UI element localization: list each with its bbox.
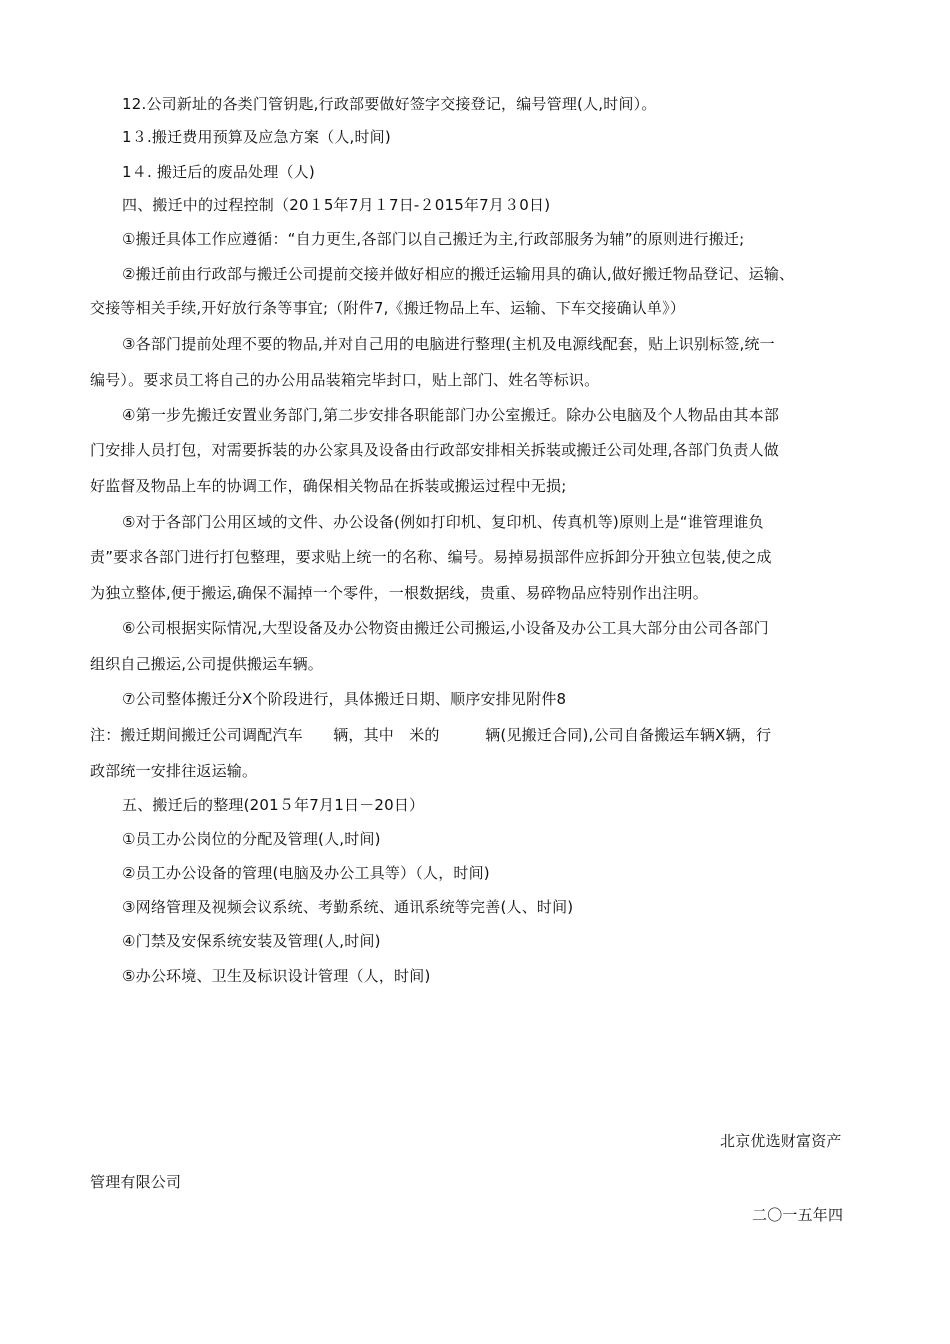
section-5-point-1: ①员工办公岗位的分配及管理(人,时间) [122,830,381,848]
signature-date: 二〇一五年四 [752,1206,844,1224]
item-13-budget-contingency: 1３.搬迁费用预算及应急方案（人,时间) [122,128,391,146]
section-4-point-4-line-1: ④第一步先搬迁安置业务部门,第二步安排各职能部门办公室搬迁。除办公电脑及个人物品由其本部 [122,406,780,424]
section-4-point-5-line-2: 责”要求各部门进行打包整理，要求贴上统一的名称、编号。易掉易损部件应拆卸分开独立包装,使之成 [90,548,772,566]
item-12-keys-handover: 12.公司新址的各类门管钥匙,行政部要做好签字交接登记，编号管理(人,时间）。 [122,95,657,113]
section-4-point-6-line-1: ⑥公司根据实际情况,大型设备及办公物资由搬迁公司搬运,小设备及办公工具大部分由公司各部门 [122,619,769,637]
section-5-point-3: ③网络管理及视频会议系统、考勤系统、通讯系统等完善(人、时间) [122,898,574,916]
section-4-point-3-line-2: 编号）。要求员工将自己的办公用品装箱完毕封口，贴上部门、姓名等标识。 [90,371,600,389]
section-4-heading: 四、搬迁中的过程控制（20１5年7月１7日-２015年7月３0日) [122,196,551,214]
section-4-point-4-line-3: 好监督及物品上车的协调工作，确保相关物品在拆装或搬运过程中无损; [90,477,567,495]
section-4-point-6-line-2: 组织自己搬运,公司提供搬运车辆。 [90,655,323,673]
note-line-2: 政部统一安排往返运输。 [90,762,258,780]
section-4-point-1: ①搬迁具体工作应遵循：“自力更生,各部门以自己搬迁为主,行政部服务为辅”的原则进行搬迁; [122,230,745,248]
section-4-point-5-line-1: ⑤对于各部门公用区域的文件、办公设备(例如打印机、复印机、传真机等)原则上是“谁管理谁负 [122,513,764,531]
section-4-point-7: ⑦公司整体搬迁分X个阶段进行，具体搬迁日期、顺序安排见附件8 [122,690,567,708]
section-5-point-4: ④门禁及安保系统安装及管理(人,时间) [122,932,381,950]
section-5-point-2: ②员工办公设备的管理(电脑及办公工具等）（人，时间) [122,864,490,882]
section-4-point-4-line-2: 门安排人员打包，对需要拆装的办公家具及设备由行政部安排相关拆装或搬迁公司处理,各部门负责人做 [90,441,779,459]
section-5-heading: 五、搬迁后的整理(201５年7月1日－20日） [122,796,425,814]
signature-company-part-2: 管理有限公司 [90,1173,182,1191]
item-14-waste-disposal: 1４. 搬迁后的废品处理（人) [122,163,315,181]
note-line-1: 注：搬迁期间搬迁公司调配汽车 辆，其中 米的 辆(见搬迁合同),公司自备搬运车辆X辆，行 [90,726,772,744]
section-4-point-2-line-2: 交接等相关手续,开好放行条等事宜;（附件7,《搬迁物品上车、运输、下车交接确认单》） [90,299,686,317]
section-5-point-5: ⑤办公环境、卫生及标识设计管理（人，时间) [122,967,431,985]
section-4-point-2-line-1: ②搬迁前由行政部与搬迁公司提前交接并做好相应的搬迁运输用具的确认,做好搬迁物品登记、运输、 [122,265,795,283]
section-4-point-5-line-3: 为独立整体,便于搬运,确保不漏掉一个零件，一根数据线，贵重、易碎物品应特别作出注明。 [90,584,708,602]
section-4-point-3-line-1: ③各部门提前处理不要的物品,并对自己用的电脑进行整理(主机及电源线配套，贴上识别标签,统一 [122,335,775,353]
signature-company-part-1: 北京优选财富资产 [720,1132,842,1150]
